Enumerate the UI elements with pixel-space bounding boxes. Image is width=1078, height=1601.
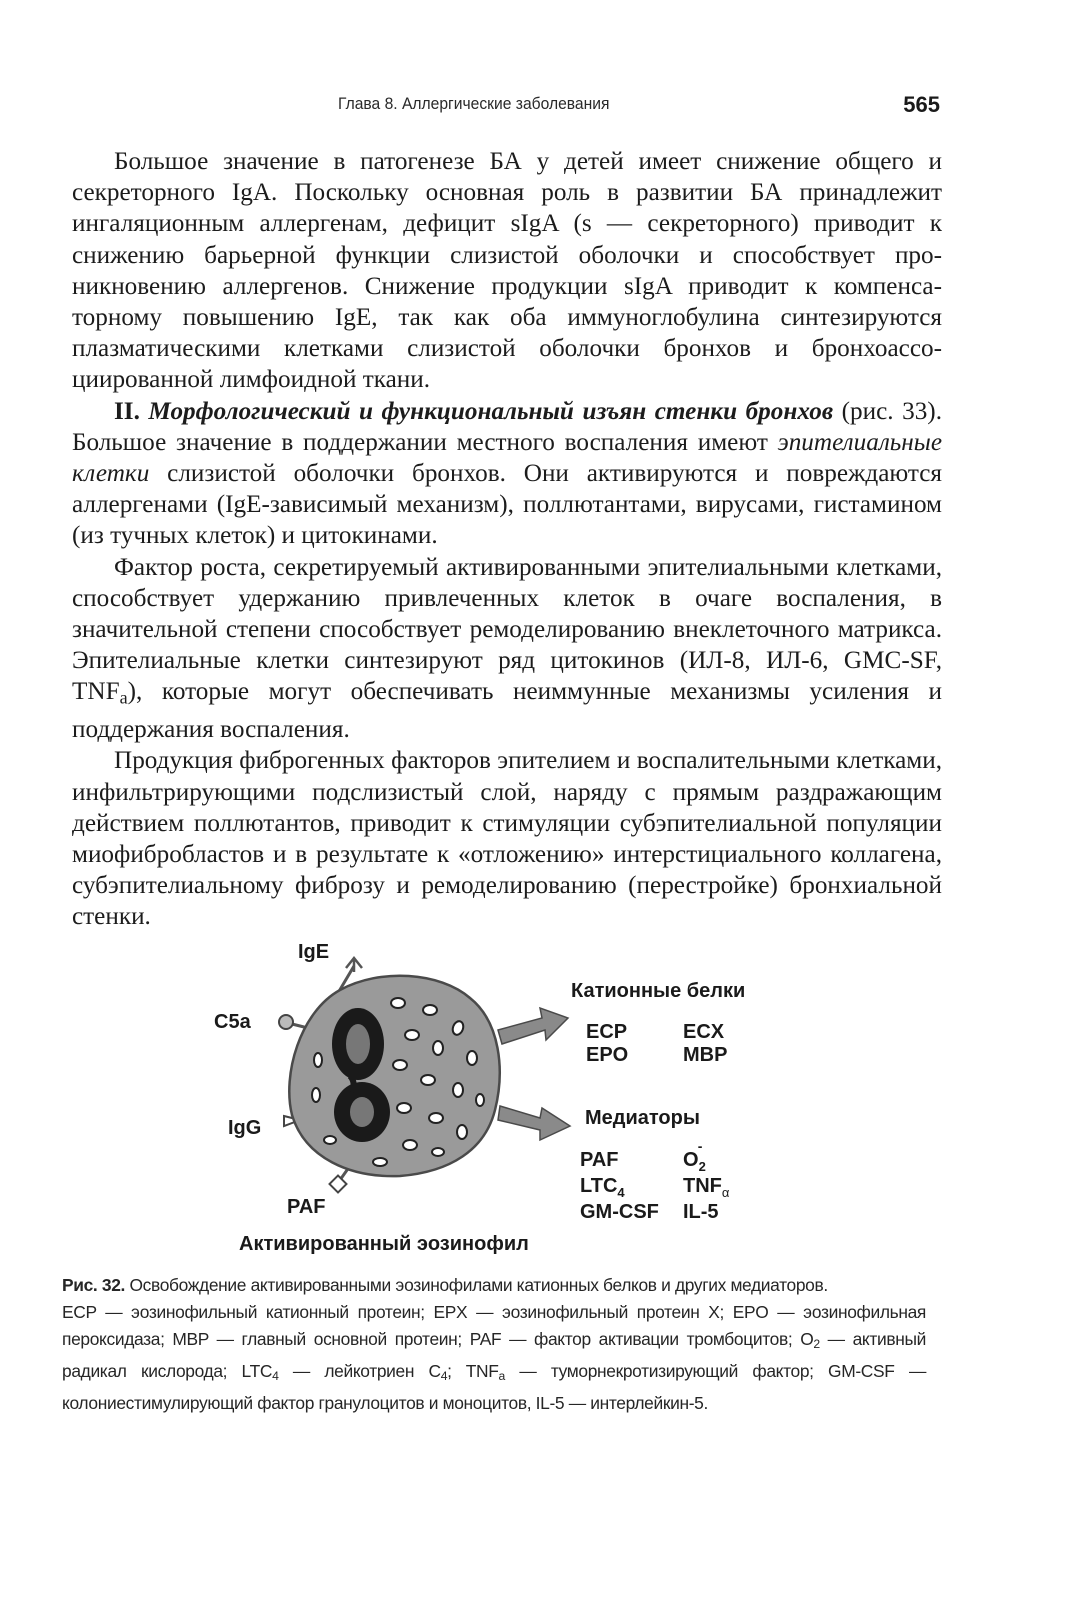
receptor-label-paf: PAF <box>287 1196 326 1218</box>
page-number: 565 <box>903 92 940 117</box>
receptor-label-ige: IgE <box>298 941 330 963</box>
arrow-cationic-icon <box>498 1008 568 1044</box>
caption-title: Рис. 32. Освобождение активированными эозинофилами катионных белков и других медиаторов. <box>62 1275 828 1295</box>
paragraph-morphology <box>72 396 942 552</box>
paf-receptor-icon <box>330 1176 347 1193</box>
mediator-o2: $O_2-$ <box>683 1138 706 1174</box>
subscript: a <box>119 687 128 708</box>
paragraph-text: (рис. 33). Большое значение в поддержании местного воспаления имеют <box>72 397 942 456</box>
paragraph-fibrogenic: Продукция фиброгенных факторов эпителием и воспалительными клетками, инфильтрирующими подслизистый слой, наряду с прямым раздражающим действием поллютантов, приводит к стимуляции субэпителиальной популяции миофибробластов и в результате к «отложению» интерстициального коллагена, субэпителиальному фиброзу и ремоделированию (перестройке) бронхиальной стенки. <box>72 747 942 931</box>
cationic-ecp: ECP <box>586 1021 628 1043</box>
mediator-paf: PAF <box>580 1149 619 1171</box>
caption-label: Рис. 32. <box>62 1275 126 1295</box>
mediators-title: Медиаторы <box>585 1107 700 1129</box>
paragraph-siga: Большое значение в патогенезе БА у детей имеет снижение общего и секреторного IgA. Поскольку основная роль в развитии БА принадлежит ингаляционным аллергенам, дефицит sIgA (s — секреторного) приводит к снижению барьерной функции слизистой оболочки и способствует проникновению аллергенов. Снижение продукции sIgA приводит к компенсаторному повышению IgE, так как оба иммуноглобулина синтезируются плазматическими клетками слизистой оболочки бронхов и бронхоассоциированной лимфоидной ткани. <box>72 148 942 394</box>
paragraph-text: Фактор роста, секретируемый активированными эпителиальными клетками, способствует удержанию привлеченных клеток в очаге воспаления, в значительной степени способствует ремоделированию внеклеточного матрикса. Эпителиальные клетки синтезируют ряд цитокинов (ИЛ-8, ИЛ-6, GMC-SF, TNF <box>72 553 942 706</box>
section-roman: II. <box>114 397 140 425</box>
paragraph-growth-factor <box>72 552 942 746</box>
page-header <box>0 94 1078 124</box>
paragraph-text: ), которые могут обеспечивать неиммунные механизмы усиления и поддержания воспаления. <box>72 678 942 744</box>
mediator-ltc4: $LTC_4$ <box>580 1175 625 1200</box>
cationic-mbp: MBP <box>683 1044 728 1066</box>
emphasis-text: эпителиальные клетки <box>72 428 942 488</box>
mediator-tnf: $TNF_\alpha$ <box>683 1175 730 1200</box>
caption-legend: ECP — эозинофильный катионный протеин; EPX — эозинофильный протеин X; EPO — эозинофильная пероксидаза; MBP — главный основной протеин; PAF — фактор активации тромбоцитов; O2 — активный радикал кислорода; LTC4 — лейкотриен C4; TNFa — туморнекротизирующий фактор; GM-CSF — колониестимулирующий фактор гранулоцитов и моноцитов, IL-5 — интерлейкин-5. <box>62 1302 926 1414</box>
c5a-receptor-icon <box>279 1015 293 1029</box>
mediator-il5: IL-5 <box>683 1201 719 1223</box>
receptor-label-c5a: C5a <box>214 1011 251 1033</box>
mediator-gmcsf: GM-CSF <box>580 1201 659 1223</box>
figure-caption <box>62 1272 926 1417</box>
cell-label: Активированный эозинофил <box>239 1233 529 1255</box>
cationic-epo: EPO <box>586 1044 629 1066</box>
cationic-ecx: ECX <box>683 1021 725 1043</box>
section-title: Морфологический и функциональный изъян стенки бронхов <box>148 397 834 425</box>
body-text <box>72 146 942 933</box>
receptor-label-igg: IgG <box>228 1117 262 1139</box>
paragraph-text: слизистой оболочки бронхов. Они активируются и повреждаются аллергенами (IgE-зависимый механизм), поллютантами, вирусами, гистамином (из тучных клеток) и цитокинами. <box>72 460 942 550</box>
running-title: Глава 8. Аллергические заболевания <box>338 94 610 113</box>
cationic-title: Катионные белки <box>571 980 746 1002</box>
eosinophil-figure <box>0 930 1078 1260</box>
arrow-mediators-icon <box>498 1106 570 1140</box>
